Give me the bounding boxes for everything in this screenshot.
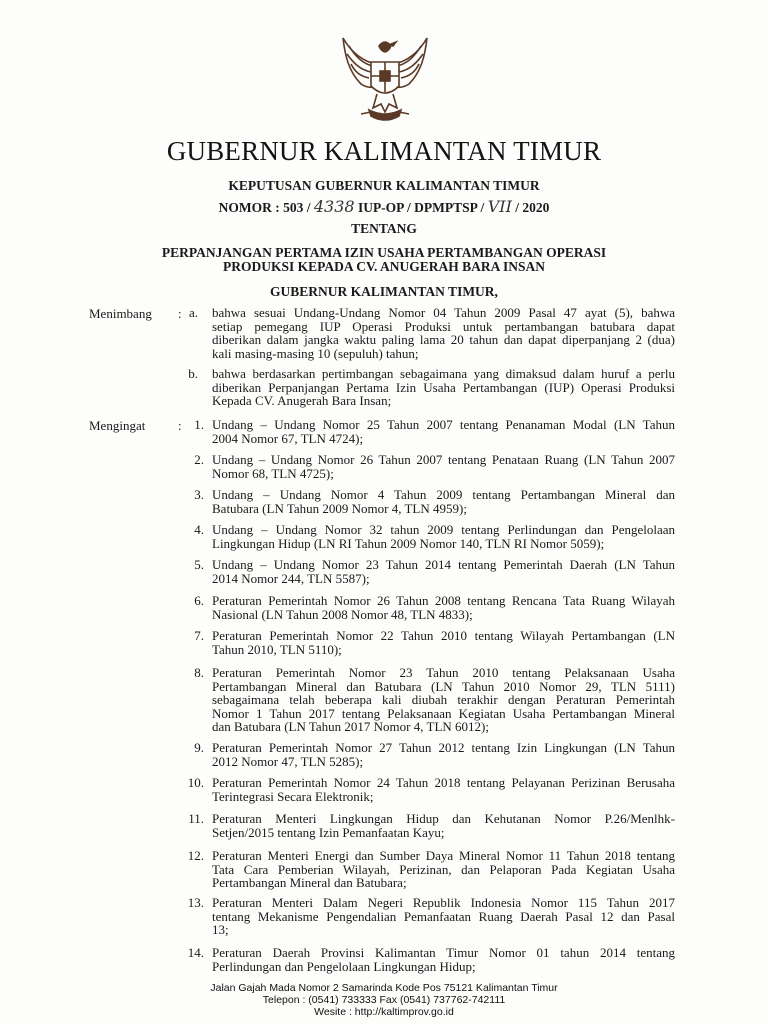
mengingat-item-line: Peraturan Pemerintah Nomor 23 Tahun 2010 tentang Pelaksanaan Usaha xyxy=(212,665,675,680)
footer-address: Jalan Gajah Mada Nomor 2 Samarinda Kode Pos 75121 Kalimantan Timur xyxy=(210,982,558,994)
mengingat-item-line: Peraturan Pemerintah Nomor 22 Tahun 2010 tentang Wilayah Pertambangan (LN xyxy=(212,628,675,643)
mengingat-item-line: Terintegrasi Secara Elektronik; xyxy=(212,788,374,804)
mengingat-item-line: 2014 Nomor 244, TLN 5587); xyxy=(212,570,370,586)
decree-number xyxy=(0,197,768,216)
decree-heading: KEPUTUSAN GUBERNUR KALIMANTAN TIMUR xyxy=(228,178,540,193)
mengingat-item-line: Peraturan Menteri Lingkungan Hidup dan Kehutanan Nomor P.26/Menlhk- xyxy=(212,811,675,826)
menimbang-colon: : xyxy=(178,306,182,321)
mengingat-item-number: 8. xyxy=(194,665,204,680)
mengingat-label: Mengingat xyxy=(89,418,146,433)
mengingat-item-number: 11. xyxy=(188,811,204,826)
mengingat-item-line: Undang – Undang Nomor 26 Tahun 2007 tentang Penataan Ruang (LN Tahun 2007 xyxy=(212,452,675,467)
governor-title: GUBERNUR KALIMANTAN TIMUR xyxy=(166,136,602,166)
mengingat-item xyxy=(0,418,768,445)
mengingat-item-number: 9. xyxy=(194,740,204,755)
mengingat-item xyxy=(0,946,768,973)
mengingat-item-line: Perlindungan dan Pengelolaan Lingkungan Hidup; xyxy=(212,958,476,974)
mengingat-item xyxy=(0,849,768,890)
mengingat-item-number: 14. xyxy=(187,945,204,960)
mengingat-item-number: 2. xyxy=(194,452,204,467)
mengingat-item-line: tentang Mekanisme Pengendalian Pemanfaatan Ruang Daerah Pasal 12 dan Pasal xyxy=(212,908,675,924)
mengingat-item-number: 5. xyxy=(194,557,204,572)
mengingat-item-line: 2012 Nomor 47, TLN 5285); xyxy=(212,753,364,769)
mengingat-item-line: Batubara (LN Tahun 2009 Nomor 4, TLN 4959); xyxy=(212,500,467,516)
mengingat-item xyxy=(0,523,768,550)
mengingat-item-line: Peraturan Menteri Energi dan Sumber Daya Mineral Nomor 11 Tahun 2018 tentang xyxy=(212,848,675,863)
mengingat-item xyxy=(0,776,768,803)
mengingat-item xyxy=(0,666,768,734)
mengingat-item-line: Tata Cara Pemberian Wilayah, Perizinan, dan Pelaporan Pada Kegiatan Usaha xyxy=(212,861,675,877)
mengingat-item xyxy=(0,896,768,937)
mengingat-item-number: 13. xyxy=(187,895,204,910)
menimbang-item-line: diberikan dalam jangka waktu paling lama 20 tahun dan dapat diperpanjang 2 (dua) xyxy=(212,332,675,348)
mengingat-item-line: Peraturan Pemerintah Nomor 26 Tahun 2008 tentang Rencana Tata Ruang Wilayah xyxy=(212,593,675,608)
mengingat-item-line: Peraturan Pemerintah Nomor 27 Tahun 2012 tentang Izin Lingkungan (LN Tahun xyxy=(212,740,675,755)
menimbang-item-line: Kepada CV. Anugerah Bara Insan; xyxy=(212,393,392,409)
mengingat-item-line: Tahun 2010, TLN 5110); xyxy=(212,641,342,657)
mengingat-item-number: 1. xyxy=(194,417,204,432)
mengingat-item-number: 6. xyxy=(194,593,204,608)
mengingat-item-line: Peraturan Menteri Dalam Negeri Republik Indonesia Nomor 115 Tahun 2017 xyxy=(212,895,675,910)
menimbang-item-line: bahwa sesuai Undang-Undang Nomor 04 Tahun 2009 Pasal 47 ayat (5), bahwa xyxy=(212,305,675,320)
footer-phone: Telepon : (0541) 733333 Fax (0541) 737762-742111 xyxy=(262,994,506,1006)
mengingat-item xyxy=(0,629,768,656)
issuer-heading: GUBERNUR KALIMANTAN TIMUR, xyxy=(270,284,498,299)
mengingat-item-number: 12. xyxy=(187,848,204,863)
mengingat-item xyxy=(0,488,768,515)
mengingat-item-line: Setjen/2015 tentang Izin Pemanfaatan Kayu; xyxy=(212,824,445,840)
mengingat-item xyxy=(0,453,768,480)
mengingat-item-line: Undang – Undang Nomor 23 Tahun 2014 tentang Pemerintah Daerah (LN Tahun xyxy=(212,557,675,572)
menimbang-item xyxy=(0,306,768,360)
mengingat-item xyxy=(0,594,768,621)
subject-line-1: PERPANJANGAN PERTAMA IZIN USAHA PERTAMBANGAN OPERASI xyxy=(161,245,607,260)
mengingat-colon: : xyxy=(178,418,182,433)
tentang-heading: TENTANG xyxy=(351,221,417,236)
mengingat-item xyxy=(0,741,768,768)
handwritten-month: VII xyxy=(487,197,512,216)
menimbang-item-line: kali masing-masing 10 (sepuluh) tahun; xyxy=(212,345,419,361)
mengingat-item-line: Undang – Undang Nomor 25 Tahun 2007 tentang Penanaman Modal (LN Tahun xyxy=(212,417,675,432)
menimbang-item-number: a. xyxy=(188,305,198,320)
mengingat-item-line: Pertambangan Mineral dan Batubara (LN Tahun 2010 Nomor 29, TLN 5111) xyxy=(212,678,675,694)
mengingat-item-line: Nasional (LN Tahun 2008 Nomor 48, TLN 4833); xyxy=(212,606,473,622)
footer-website: Wesite : http://kaltimprov.go.id xyxy=(314,1006,454,1018)
mengingat-item-number: 7. xyxy=(194,628,204,643)
mengingat-item-line: Lingkungan Hidup (LN RI Tahun 2009 Nomor 140, TLN RI Nomor 5059); xyxy=(212,535,605,551)
mengingat-item xyxy=(0,558,768,585)
mengingat-item-line: Undang – Undang Nomor 4 Tahun 2009 tentang Pertambangan Mineral dan xyxy=(212,487,675,502)
menimbang-item xyxy=(0,367,768,408)
menimbang-item-line: diberikan Perpanjangan Pertama Izin Usaha Pertambangan (IUP) Operasi Produksi xyxy=(212,379,675,395)
mengingat-item-number: 3. xyxy=(194,487,204,502)
mengingat-item-line: 2004 Nomor 67, TLN 4724); xyxy=(212,430,364,446)
mengingat-item-line: dan Batubara (LN Tahun 2017 Nomor 4, TLN 6012); xyxy=(212,719,489,735)
mengingat-item-line: Nomor 1 Tahun 2017 tentang Pelaksanaan Kegiatan Usaha Pertambangan Mineral xyxy=(212,705,675,721)
menimbang-item-number: b. xyxy=(188,366,198,381)
garuda-emblem-icon xyxy=(333,34,437,126)
mengingat-item-line: Pertambangan Mineral dan Batubara; xyxy=(212,875,407,891)
handwritten-number: 4338 xyxy=(313,197,355,216)
mengingat-item-line: sebagaimana telah beberapa kali diubah terakhir dengan Peraturan Pemerintah xyxy=(212,692,675,708)
mengingat-item-line: Peraturan Daerah Provinsi Kalimantan Timur Nomor 01 tahun 2014 tentang xyxy=(212,945,675,960)
menimbang-item-line: bahwa berdasarkan pertimbangan sebagaimana yang dimaksud dalam huruf a perlu xyxy=(212,366,675,381)
number-suffix: / 2020 xyxy=(515,200,550,215)
mengingat-item-line: 13; xyxy=(212,922,229,938)
menimbang-label: Menimbang xyxy=(89,306,152,321)
number-middle: IUP-OP / DPMPTSP / xyxy=(357,200,485,215)
mengingat-item-line: Undang – Undang Nomor 32 tahun 2009 tentang Perlindungan dan Pengelolaan xyxy=(212,522,675,537)
subject-line-2: PRODUKSI KEPADA CV. ANUGERAH BARA INSAN xyxy=(222,259,546,274)
mengingat-item-number: 4. xyxy=(194,522,204,537)
mengingat-item xyxy=(0,812,768,839)
mengingat-item-line: Nomor 68, TLN 4725); xyxy=(212,465,334,481)
mengingat-item-number: 10. xyxy=(187,775,204,790)
menimbang-item-line: setiap pemegang IUP Operasi Produksi untuk pertambangan batubara dapat xyxy=(212,318,675,334)
mengingat-item-line: Peraturan Pemerintah Nomor 24 Tahun 2018 tentang Pelayanan Perizinan Berusaha xyxy=(212,775,675,790)
number-prefix: NOMOR : 503 / xyxy=(218,200,311,215)
